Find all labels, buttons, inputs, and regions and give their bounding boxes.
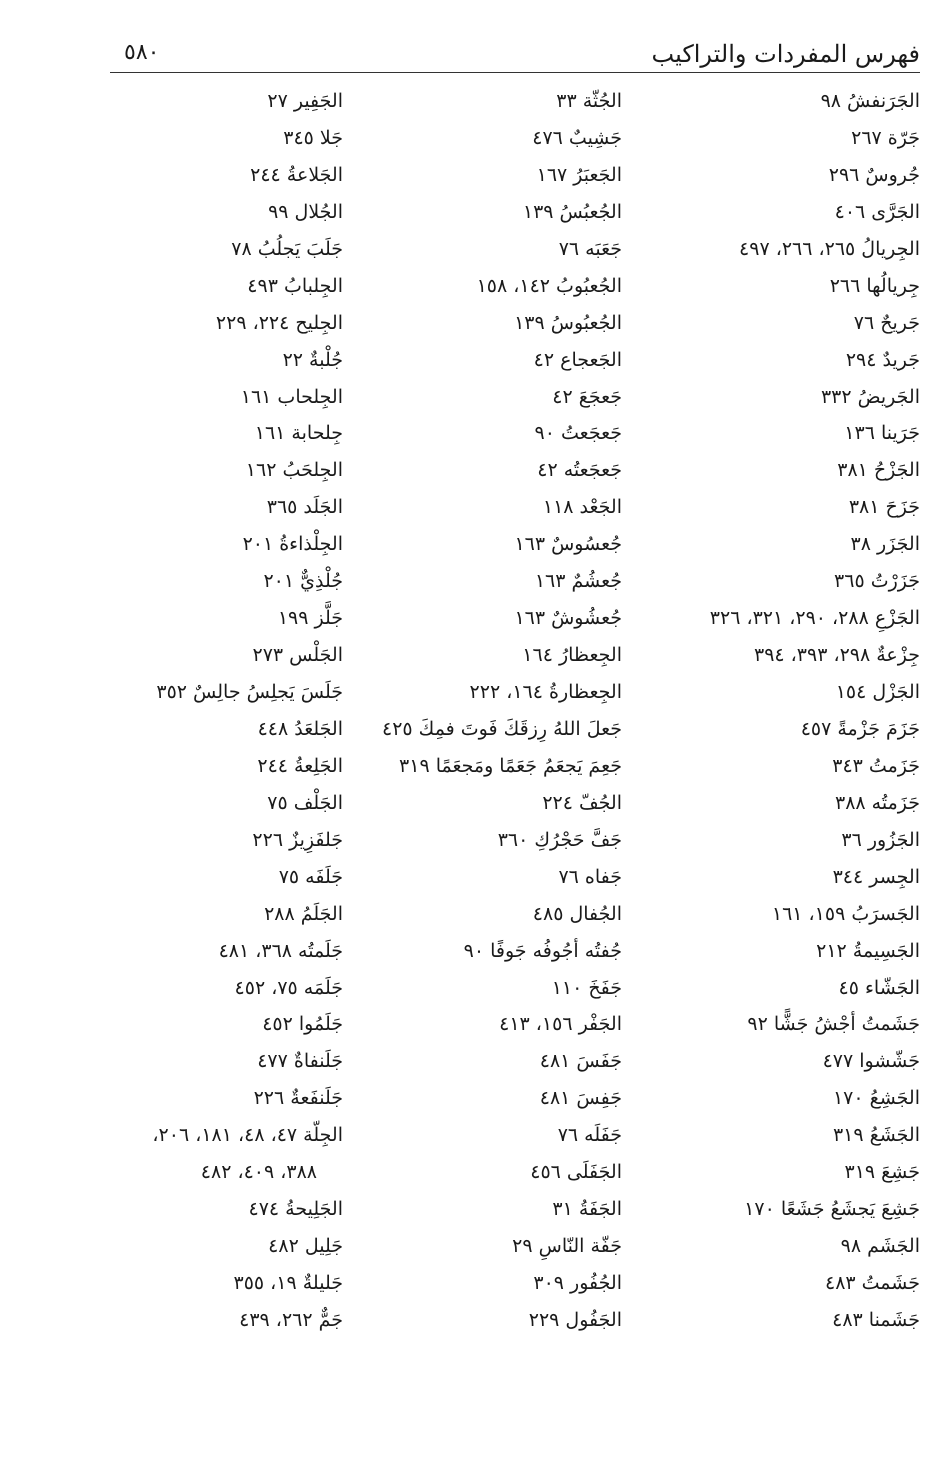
index-entry: جَشّشوا ٤٧٧ bbox=[822, 1050, 920, 1073]
index-entry: جَفَخَ ١١٠ bbox=[551, 976, 622, 999]
index-entry: الجَزْعِ ٢٨٨، ٢٩٠، ٣٢١، ٣٢٦ bbox=[709, 607, 920, 630]
index-entry: جَعجَعتُه ٤٢ bbox=[537, 459, 622, 482]
index-entry: جَريحٌ ٧٦ bbox=[853, 311, 920, 334]
index-entry: الجَريضُ ٣٣٢ bbox=[820, 385, 920, 408]
index-entry: جَلَمُوا ٤٥٢ bbox=[262, 1013, 343, 1036]
index-entry: جَزَمتُه ٣٨٨ bbox=[835, 791, 920, 814]
index-entry: الجَزْل ١٥٤ bbox=[835, 681, 920, 703]
index-entry: الجَزُور ٣٦ bbox=[841, 828, 920, 851]
index-entry: جَعِمَ يَجعَمُ جَعَمًا ومَجعَمًا ٣١٩ bbox=[399, 754, 622, 777]
index-entry: الجَشّاء ٤٥ bbox=[838, 976, 920, 999]
index-entry: جَرّة ٢٦٧ bbox=[851, 126, 920, 149]
index-entry: الجَشِعُ ١٧٠ bbox=[832, 1087, 920, 1110]
index-entry: جُفتُه أجُوفُه جَوفًا ٩٠ bbox=[463, 939, 622, 962]
index-entry: جَشِعَ يَجشَعُ جَشَعًا ١٧٠ bbox=[744, 1198, 920, 1221]
index-column-left bbox=[105, 83, 353, 1339]
index-entry: جَلَمتُه ٣٦٨، ٤٨١ bbox=[218, 939, 343, 962]
index-entry: جَلَفَه ٧٥ bbox=[278, 865, 343, 888]
index-entry: جَلفَزِيزٌ ٢٢٦ bbox=[252, 828, 343, 851]
index-entry: الجَفَةُ ٣١ bbox=[552, 1198, 622, 1221]
index-entry: جَلَنفاةٌ ٤٧٧ bbox=[257, 1050, 343, 1073]
index-entry: جُلْبةٌ ٢٢ bbox=[282, 348, 343, 371]
index-entry: جَعجَعَ ٤٢ bbox=[552, 385, 622, 408]
index-entry: جِلحابة ١٦١ bbox=[254, 422, 343, 445]
index-entry: الجُثّة ٣٣ bbox=[556, 90, 622, 112]
index-entry: جَلَسَ يَجلِسُ جالِسٌ ٣٥٢ bbox=[156, 681, 343, 703]
index-entry: الجَلْف ٧٥ bbox=[267, 791, 343, 814]
index-entry: جَعلَ اللهُ رِزقَكَ فَوتَ فمِكَ ٤٢٥ bbox=[382, 717, 622, 740]
index-entry: جَلا ٣٤٥ bbox=[283, 126, 343, 149]
index-entry: الجَفِير ٢٧ bbox=[267, 90, 343, 112]
index-entry: جَشَمنا ٤٨٣ bbox=[832, 1308, 920, 1331]
index-entry: جَلَّز ١٩٩ bbox=[277, 607, 343, 630]
index-entry: الجَلِعةُ ٢٤٤ bbox=[257, 754, 343, 777]
index-entry: الجَلَمُ ٢٨٨ bbox=[264, 902, 343, 925]
index-entry: الجِريالُ ٢٦٥، ٢٦٦، ٤٩٧ bbox=[739, 237, 920, 260]
index-entry: جَفَسَ ٤٨١ bbox=[539, 1050, 622, 1073]
index-entry: جَعَبَه ٧٦ bbox=[558, 237, 622, 260]
index-entry: جُعشُوشٌ ١٦٣ bbox=[514, 607, 622, 630]
index-entry: جُعشُمٌ ١٦٣ bbox=[534, 570, 622, 593]
index-entry: جَزَحَ ٣٨١ bbox=[848, 496, 920, 519]
index-entry: جَريدٌ ٢٩٤ bbox=[845, 348, 920, 371]
index-entry: جَشَمتُ ٤٨٣ bbox=[824, 1272, 920, 1294]
index-entry: جَفَّ حَجْرُكِ ٣٦٠ bbox=[497, 828, 622, 851]
index-entry: الجَرَنفشُ ٩٨ bbox=[820, 90, 920, 112]
index-entry: الجِليح ٢٢٤، ٢٢٩ bbox=[215, 311, 343, 334]
index-entry: الجَرَّى ٤٠٦ bbox=[834, 200, 920, 223]
page-header bbox=[110, 30, 920, 73]
index-entry: الجَلاعةُ ٢٤٤ bbox=[250, 163, 343, 186]
index-entry: الجَفْر ١٥٦، ٤١٣ bbox=[499, 1013, 622, 1036]
index-entry: الجَلَد ٣٦٥ bbox=[266, 496, 343, 519]
index-entry: جَليلةٌ ١٩، ٣٥٥ bbox=[233, 1272, 343, 1294]
index-entry: جُلْذِيٌّ ٢٠١ bbox=[263, 570, 343, 593]
index-entry: الجَسرَبُ ١٥٩، ١٦١ bbox=[771, 902, 920, 925]
index-entry: جُروسٌ ٢٩٦ bbox=[828, 163, 920, 186]
index-column-right bbox=[628, 83, 920, 1339]
index-entry: الجَشَعُ ٣١٩ bbox=[832, 1124, 920, 1147]
page-number: ٥٨٠ bbox=[124, 40, 160, 65]
index-entry: الجُعبُسُ ١٣٩ bbox=[522, 200, 622, 223]
index-entry: الجَلعَدُ ٤٤٨ bbox=[257, 717, 343, 740]
index-entry: الجِعظارةُ ١٦٤، ٢٢٢ bbox=[469, 681, 622, 703]
index-entry: جَلَبَ يَجلُبُ ٧٨ bbox=[231, 237, 343, 260]
index-entry: جَلِيل ٤٨٢ bbox=[268, 1235, 343, 1258]
index-entry: الجِسر ٣٤٤ bbox=[832, 865, 920, 888]
index-entry: الجِلحَبُ ١٦٢ bbox=[245, 459, 343, 482]
index-entry: ٣٨٨، ٤٠٩، ٤٨٢ bbox=[200, 1161, 317, 1184]
index-entry: جَلَنفَعةٌ ٢٢٦ bbox=[253, 1087, 343, 1110]
index-entry: الجِلْذاءةُ ٢٠١ bbox=[242, 533, 343, 556]
index-entry: جَزَمتُ ٣٤٣ bbox=[832, 754, 920, 777]
index-entry: الجَفُول ٢٢٩ bbox=[528, 1308, 622, 1331]
index-entry: الجُعبُوسُ ١٣٩ bbox=[514, 311, 622, 334]
index-entry: الجَلْس ٢٧٣ bbox=[252, 644, 343, 667]
index-entry: جَرَينا ١٣٦ bbox=[844, 422, 920, 445]
index-entry: الجُفُور ٣٠٩ bbox=[533, 1272, 622, 1294]
running-title: فهرس المفردات والتراكيب bbox=[651, 40, 920, 68]
index-entry: جَفاه ٧٦ bbox=[558, 865, 622, 888]
index-entry: الجَعبَرُ ١٦٧ bbox=[536, 163, 622, 186]
index-entry: الجَلِيحةُ ٤٧٤ bbox=[248, 1198, 343, 1221]
index-entry: الجِلّة ٤٧، ٤٨، ١٨١، ٢٠٦، bbox=[152, 1124, 343, 1147]
index-entry: جَشِيبٌ ٤٧٦ bbox=[532, 126, 622, 149]
index-column-middle bbox=[353, 83, 628, 1339]
index-entry: الجَعْد ١١٨ bbox=[542, 496, 622, 519]
index-entry: جَمٌّ ٢٦٢، ٤٣٩ bbox=[239, 1308, 343, 1331]
index-entry: جَزَرْتُ ٣٦٥ bbox=[834, 570, 920, 593]
index-entry: الجَزَر ٣٨ bbox=[850, 533, 920, 556]
index-entry: الجَعجاع ٤٢ bbox=[533, 348, 622, 371]
index-entry: جِريالُها ٢٦٦ bbox=[829, 274, 920, 297]
index-entry: الجَفَلَى ٤٥٦ bbox=[530, 1161, 622, 1184]
index-entry: الجُفّ ٢٢٤ bbox=[542, 791, 622, 814]
index-entry: جَفَلَه ٧٦ bbox=[557, 1124, 622, 1147]
index-entry: الجِلحاب ١٦١ bbox=[240, 385, 343, 408]
index-entry: الجِلبابُ ٤٩٣ bbox=[247, 274, 343, 297]
index-entry: الجَشَم ٩٨ bbox=[840, 1235, 920, 1258]
index-entry: جَشَمتُ أجْشُ جَشًّا ٩٢ bbox=[747, 1013, 920, 1036]
index-entry: جَلَمَه ٧٥، ٤٥٢ bbox=[234, 976, 343, 999]
index-entry: الجُلال ٩٩ bbox=[268, 200, 343, 223]
index-entry: جَزَمَ جَزْمةً ٤٥٧ bbox=[800, 717, 920, 740]
index-entry: الجَزْحُ ٣٨١ bbox=[837, 459, 920, 482]
index-entry: الجُفال ٤٨٥ bbox=[532, 902, 622, 925]
index-entry: جَعجَعتُ ٩٠ bbox=[534, 422, 622, 445]
index-entry: جِزْعةٌ ٢٩٨، ٣٩٣، ٣٩٤ bbox=[753, 644, 920, 667]
index-entry: الجِعظارُ ١٦٤ bbox=[522, 644, 622, 667]
index-entry: جُعسُوسٌ ١٦٣ bbox=[514, 533, 622, 556]
index-entry: الجَسِيمةُ ٢١٢ bbox=[816, 939, 920, 962]
index-entry: الجُعبُوبُ ١٤٢، ١٥٨ bbox=[476, 274, 622, 297]
index-columns bbox=[105, 83, 920, 1339]
index-entry: جَفِسَ ٤٨١ bbox=[539, 1087, 622, 1110]
index-entry: جَشِعَ ٣١٩ bbox=[844, 1161, 920, 1184]
index-entry: جَفّة النّاسِ ٢٩ bbox=[512, 1235, 622, 1258]
